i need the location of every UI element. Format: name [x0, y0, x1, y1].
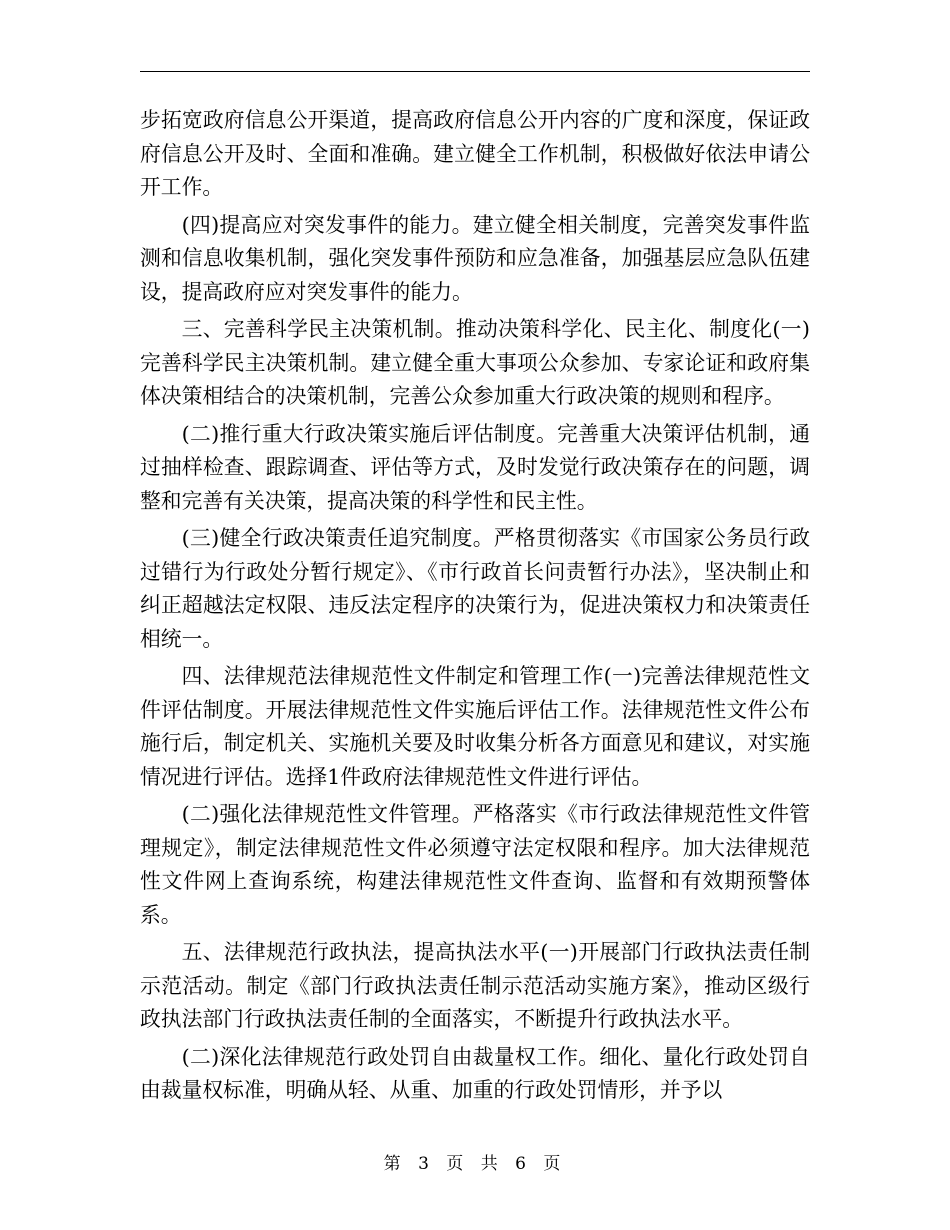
paragraph-document-management: (二)强化法律规范性文件管理。严格落实《市行政法律规范性文件管理规定》，制定法律规范性文件必须遵守法定权限和程序。加大法律规范性文件网上查询系统，构建法律规范性文件查询、监督和有效期预警体系。: [140, 802, 810, 927]
paragraph-emergency-response: (四)提高应对突发事件的能力。建立健全相关制度，完善突发事件监测和信息收集机制，强化突发事件预防和应急准备，加强基层应急队伍建设，提高政府应对突发事件的能力。: [140, 212, 810, 304]
paragraph-section-4: 四、法律规范法律规范性文件制定和管理工作(一)完善法律规范性文件评估制度。开展法律规范性文件实施后评估工作。法律规范性文件公布施行后，制定机关、实施机关要及时收集分析各方面意见和建议，对实施情况进行评估。选择1件政府法律规范性文件进行评估。: [140, 664, 810, 789]
paragraph-section-3: 三、完善科学民主决策机制。推动决策科学化、民主化、制度化(一)完善科学民主决策机制。建立健全重大事项公众参加、专家论证和政府集体决策相结合的决策机制，完善公众参加重大行政决策的规则和程序。: [140, 317, 810, 408]
page-body: [140, 104, 810, 1112]
paragraph-decision-evaluation: (二)推行重大行政决策实施后评估制度。完善重大决策评估机制，通过抽样检查、跟踪调查、评估等方式，及时发觉行政决策存在的问题，调整和完善有关决策，提高决策的科学性和民主性。: [140, 421, 810, 513]
page-number-footer: 第 3 页 共 6 页: [383, 1154, 567, 1174]
paragraph-penalty-discretion: (二)深化法律规范行政处罚自由裁量权工作。细化、量化行政处罚自由裁量权标准，明确从轻、从重、加重的行政处罚情形，并予以: [140, 1044, 810, 1102]
paragraph-section-5: 五、法律规范行政执法，提高执法水平(一)开展部门行政执法责任制示范活动。制定《部门行政执法责任制示范活动实施方案》，推动区级行政执法部门行政执法责任制的全面落实，不断提升行政执法水平。: [140, 940, 810, 1031]
header-rule: [140, 71, 810, 72]
paragraph-continuation: 步拓宽政府信息公开渠道，提高政府信息公开内容的广度和深度，保证政府信息公开及时、全面和准确。建立健全工作机制，积极做好依法申请公开工作。: [140, 108, 810, 199]
paragraph-decision-accountability: (三)健全行政决策责任追究制度。严格贯彻落实《市国家公务员行政过错行为行政处分暂行规定》、《市行政首长问责暂行办法》，坚决制止和纠正超越法定权限、违反法定程序的决策行为，促进决策权力和决策责任相统一。: [140, 526, 810, 651]
